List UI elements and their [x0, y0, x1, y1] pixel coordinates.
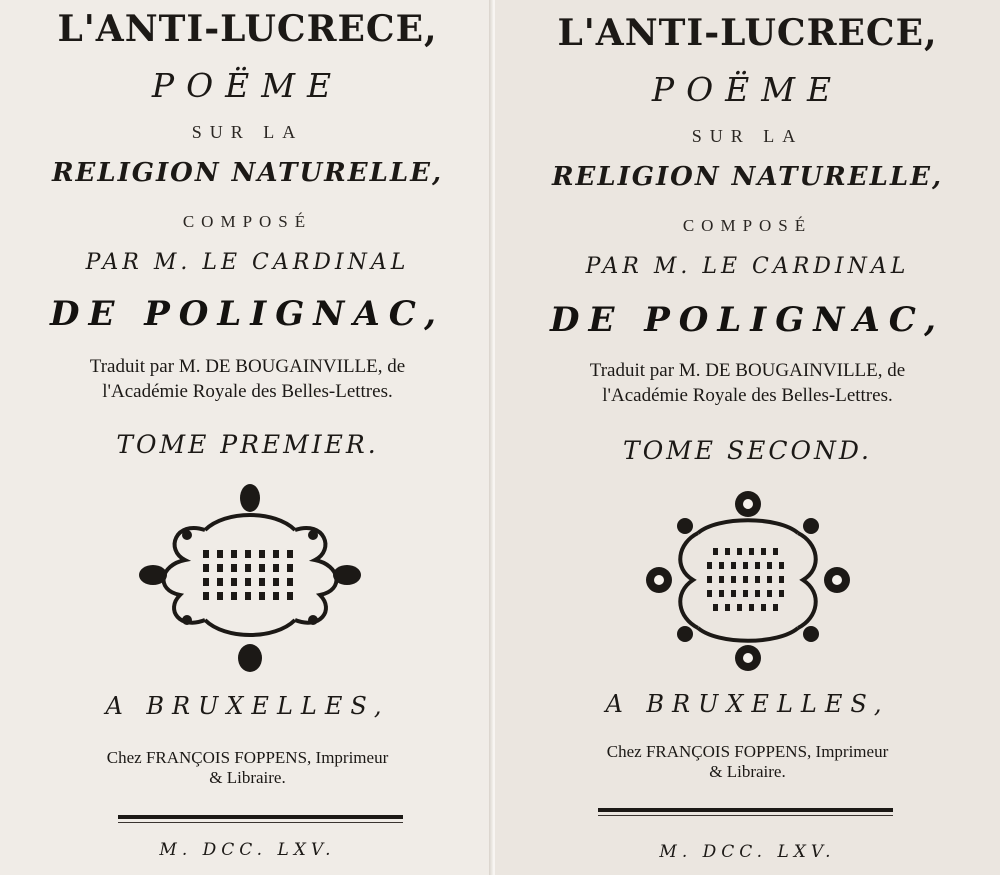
book-title: L'ANTI-LUCRECE,	[57, 8, 438, 50]
translator-line: Traduit par M. DE BOUGAINVILLE, de	[589, 360, 906, 381]
title-page-right	[495, 0, 1000, 875]
bottom-rule-thin	[598, 815, 893, 816]
author-name: DE POLIGNAC,	[549, 300, 946, 340]
academy-line: l'Académie Royale des Belles-Lettres.	[102, 381, 393, 402]
compose-line: COMPOSÉ	[182, 212, 313, 231]
title-page-left	[0, 0, 495, 875]
poeme-heading: POËME	[151, 66, 344, 105]
city-line: A BRUXELLES,	[105, 692, 390, 720]
tome-heading: TOME SECOND.	[623, 436, 872, 465]
printer-ornament-icon	[643, 488, 853, 673]
translator-line: Traduit par M. DE BOUGAINVILLE, de	[89, 356, 406, 377]
sur-la-line: SUR LA	[191, 122, 304, 142]
par-cardinal-line: PAR M. LE CARDINAL	[585, 254, 910, 279]
religion-line: RELIGION NATURELLE,	[51, 158, 444, 188]
city-line: A BRUXELLES,	[605, 690, 890, 718]
par-cardinal-line: PAR M. LE CARDINAL	[85, 250, 410, 275]
printer-ornament-icon	[135, 480, 365, 680]
book-title: L'ANTI-LUCRECE,	[557, 12, 938, 54]
author-name: DE POLIGNAC,	[49, 294, 446, 334]
compose-line: COMPOSÉ	[682, 216, 813, 235]
printer-line-2: & Libraire.	[709, 762, 786, 781]
printer-line: Chez FRANÇOIS FOPPENS, Imprimeur	[106, 748, 389, 767]
printer-line: Chez FRANÇOIS FOPPENS, Imprimeur	[606, 742, 889, 761]
sur-la-line: SUR LA	[691, 126, 804, 146]
date-line: M. DCC. LXV.	[659, 842, 836, 862]
tome-heading: TOME PREMIER.	[116, 430, 379, 459]
bottom-rule	[118, 815, 403, 819]
printer-line-2: & Libraire.	[209, 768, 286, 787]
bottom-rule-thin	[118, 822, 403, 823]
religion-line: RELIGION NATURELLE,	[551, 162, 944, 192]
academy-line: l'Académie Royale des Belles-Lettres.	[602, 385, 893, 406]
bottom-rule	[598, 808, 893, 812]
date-line: M. DCC. LXV.	[159, 840, 336, 860]
poeme-heading: POËME	[651, 70, 844, 109]
